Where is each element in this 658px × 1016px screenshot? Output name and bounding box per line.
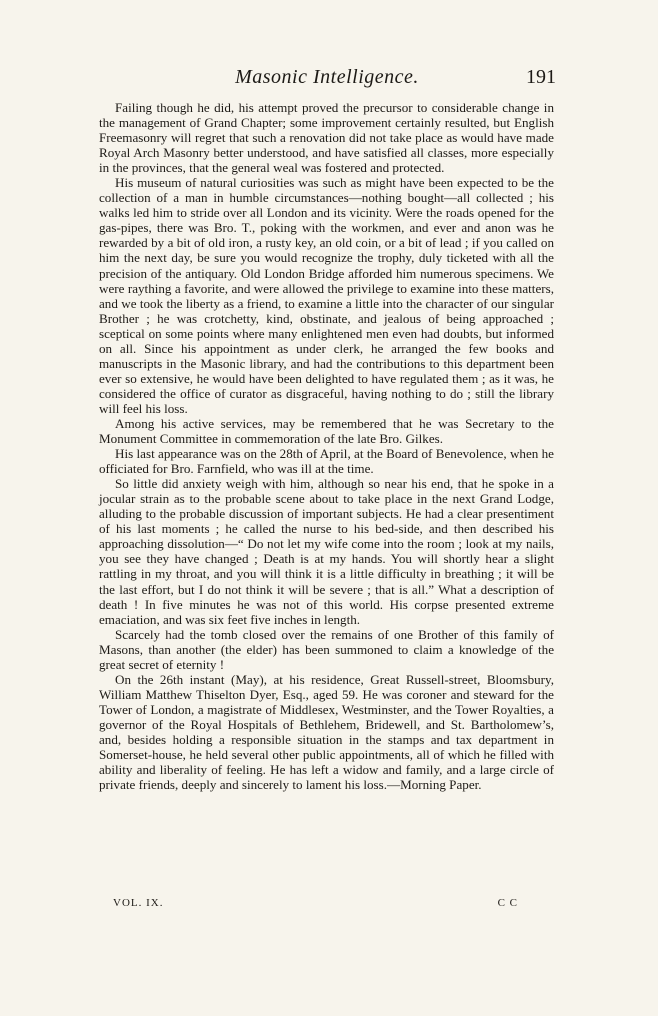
page-header xyxy=(98,66,556,96)
paragraph: His museum of natural curiosities was such as might have been expected to be the collection of a man in humble circumstances—nothing bought—all collected ; his walks led him to stride over all London and its vicinity. Were the roads opened for the gas-pipes, there was Bro. T., poking with the workmen, and ever and anon was he rewarded by a bit of old iron, a rusty key, an old coin, or a bit of lead ; if you called on him the next day, be sure you would recognize the trophy, duly ticketed with all the precision of the antiquary. Old London Bridge afforded him numerous specimens. We were raything a favorite, and were allowed the privilege to examine into these matters, and we took the liberty as a friend, to examine a little into the character of our singular Brother ; he was crotchetty, kind, obstinate, and jealous of being approached ; sceptical on some points where many enlightened men even had doubts, but informed on all. Since his appointment as under clerk, he arranged the few books and manuscripts in the Masonic library, and had the contributions to this department been ever so extensive, he would have been delighted to have regulated them ; as it was, he considered the office of curator as disgraceful, having nothing to do ; still the library will feel his loss. xyxy=(99,175,554,416)
page-footer xyxy=(113,897,518,913)
paragraph: On the 26th instant (May), at his residence, Great Russell-street, Bloomsbury, William Matthew Thiselton Dyer, Esq., aged 59. He was coroner and steward for the Tower of London, a magistrate of Middlesex, Westminster, and the Tower Royalties, a governor of the Royal Hospitals of Bethlehem, Bridewell, and St. Bartholomew’s, and, besides holding a responsible situation in the stamps and tax department in Somerset-house, he held several other public appointments, all of which he filled with ability and liberality of feeling. He has left a widow and family, and a large circle of private friends, deeply and sincerely to lament his loss.—Morning Paper. xyxy=(99,671,554,793)
page-number: 191 xyxy=(526,66,556,88)
paragraph: Among his active services, may be remembered that he was Secretary to the Monument Committee in commemoration of the late Bro. Gilkes. xyxy=(99,415,554,447)
paragraph: His last appearance was on the 28th of April, at the Board of Benevolence, when he officiated for Bro. Farnfield, who was ill at the time. xyxy=(99,446,554,477)
article-body xyxy=(99,100,554,792)
paragraph: So little did anxiety weigh with him, although so near his end, that he spoke in a jocular strain as to the probable scene about to take place in the next Grand Lodge, alluding to the probable discussion of important subjects. He had a clear presentiment of his last moments ; he called the nurse to his bed-side, and then described his approaching dissolution—“ Do not let my wife come into the room ; look at my nails, you see they have changed ; Death is at my hands. You will shortly hear a slight rattling in my throat, and you will think it is a little difficulty in breathing ; it will be the last effort, but I do not think it will be severe ; that is all.” What a description of death ! In five minutes he was not of this world. His corpse presented extreme emaciation, and was six feet five inches in length. xyxy=(99,476,554,627)
volume-label: VOL. IX. xyxy=(113,897,164,909)
running-title: Masonic Intelligence. xyxy=(235,66,419,88)
paragraph: Scarcely had the tomb closed over the remains of one Brother of this family of Masons, than another (the elder) has been summoned to claim a knowledge of the great secret of eternity ! xyxy=(99,626,554,672)
paragraph: Failing though he did, his attempt proved the precursor to considerable change in the management of Grand Chapter; some improvement certainly resulted, but English Freemasonry will regret that such a renovation did not take place as would have made Royal Arch Masonry better understood, and have satisfied all classes, more especially in the provinces, that the general weal was fostered and protected. xyxy=(99,100,554,176)
signature-mark: C C xyxy=(497,897,518,909)
